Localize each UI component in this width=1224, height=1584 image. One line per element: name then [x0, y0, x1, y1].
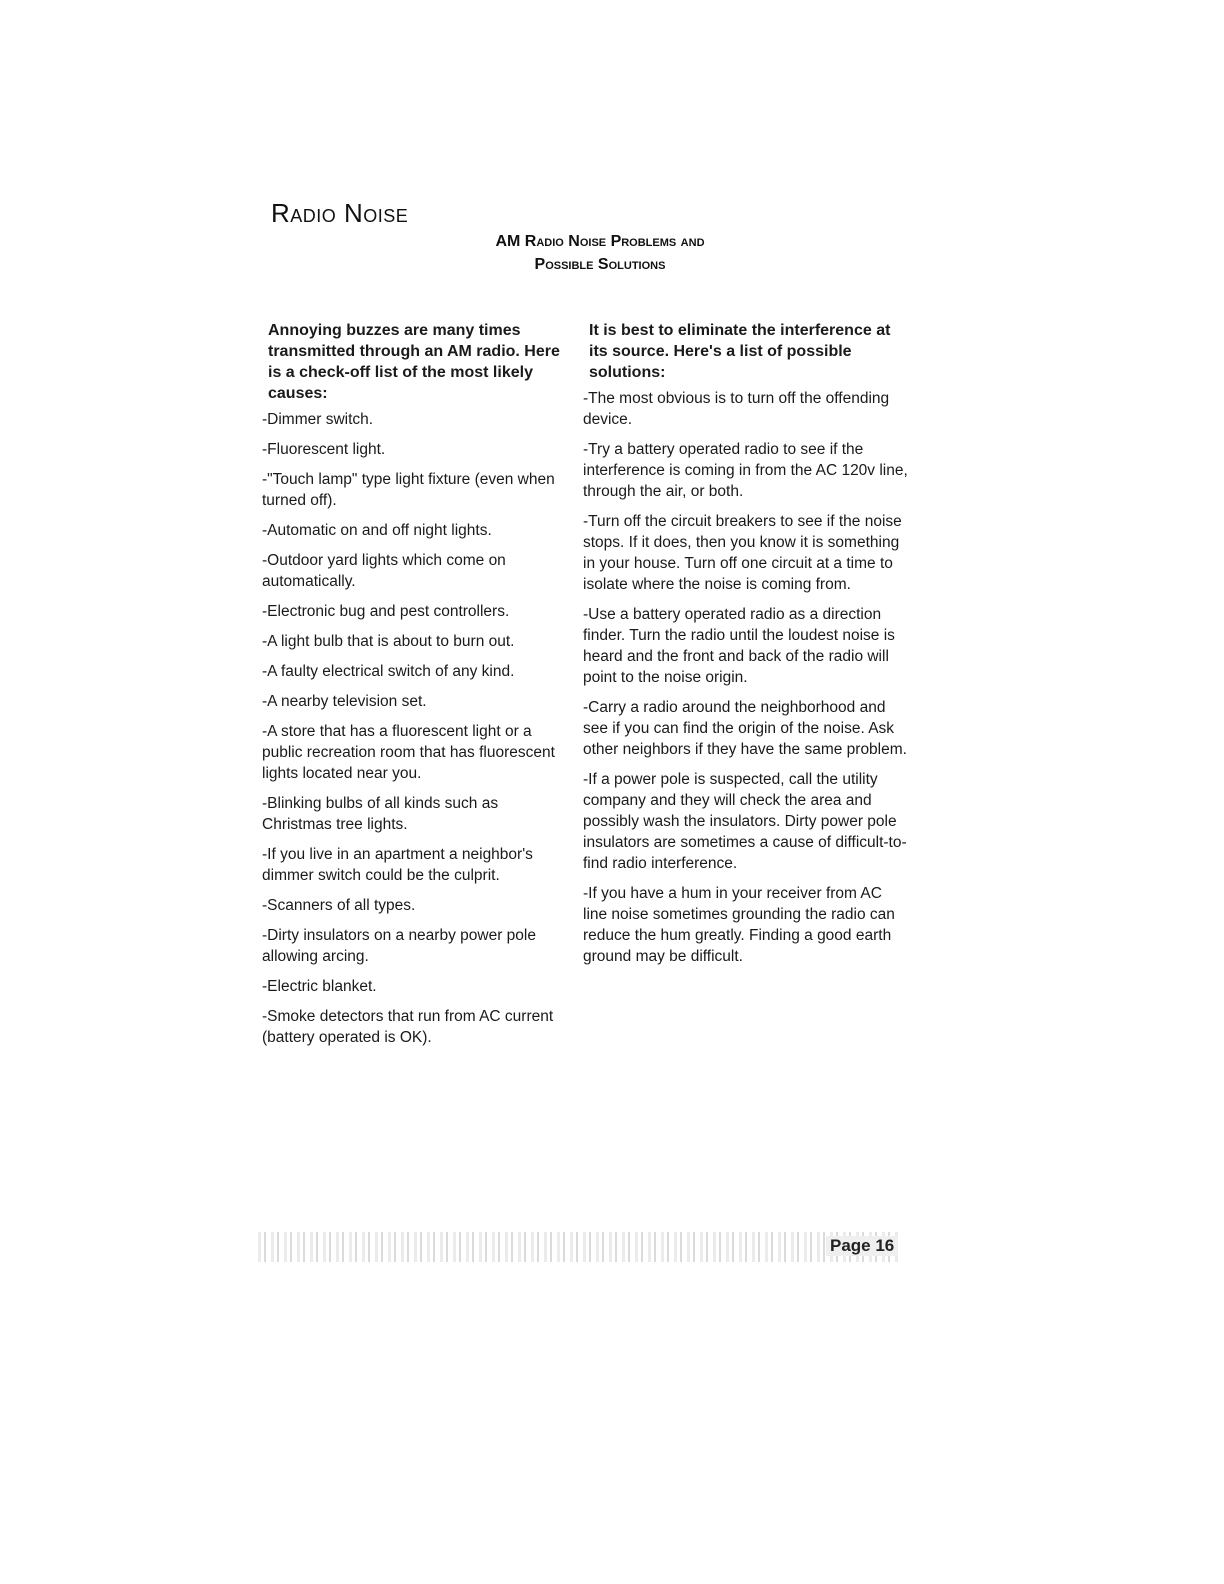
cause-item: -If you live in an apartment a neighbor's dimmer switch could be the culprit. [262, 846, 533, 884]
subtitle-line-2: Possible Solutions [534, 256, 666, 273]
solution-item: -If a power pole is suspected, call the utility company and they will check the area and possibly wash the insulators. Dirty power pole insulators are sometimes a cause of difficult-to-find radio interference. [583, 771, 907, 872]
cause-item: -A nearby television set. [262, 693, 427, 710]
footer-bar [258, 1232, 900, 1262]
cause-item: -Automatic on and off night lights. [262, 522, 492, 539]
solution-item: -Try a battery operated radio to see if the interference is coming in from the AC 120v line, through the air, or both. [583, 441, 908, 500]
cause-item: -A light bulb that is about to burn out. [262, 633, 515, 650]
cause-item: -Blinking bulbs of all kinds such as Christmas tree lights. [262, 795, 499, 833]
cause-item: -Scanners of all types. [262, 897, 416, 914]
subtitle-line-1: AM Radio Noise Problems and [495, 233, 705, 250]
cause-item: -Outdoor yard lights which come on automatically. [262, 552, 506, 590]
solutions-intro: It is best to eliminate the interference at its source. Here's a list of possible solutions: [589, 322, 891, 381]
page-title: Radio Noise [271, 198, 409, 228]
causes-intro: Annoying buzzes are many times transmitted through an AM radio. Here is a check-off list of the most likely causes: [268, 322, 560, 402]
cause-item: -A faulty electrical switch of any kind. [262, 663, 515, 680]
cause-item: -Dimmer switch. [262, 411, 374, 428]
cause-item: -Fluorescent light. [262, 441, 386, 458]
solution-item: -Carry a radio around the neighborhood and see if you can find the origin of the noise. Ask other neighbors if they have the same problem. [583, 699, 907, 758]
solutions-column [583, 320, 908, 976]
cause-item: -Electronic bug and pest controllers. [262, 603, 510, 620]
cause-item: -Smoke detectors that run from AC current (battery operated is OK). [262, 1008, 554, 1046]
solution-item: -Use a battery operated radio as a direction finder. Turn the radio until the loudest noise is heard and the front and back of the radio will point to the noise origin. [583, 606, 895, 686]
causes-column [262, 320, 572, 1057]
cause-item: -"Touch lamp" type light fixture (even when turned off). [262, 471, 555, 509]
page-number: Page 16 [826, 1236, 898, 1256]
subtitle [400, 230, 800, 276]
solution-item: -If you have a hum in your receiver from AC line noise sometimes grounding the radio can reduce the hum greatly. Finding a good earth ground may be difficult. [583, 885, 895, 965]
cause-item: -Dirty insulators on a nearby power pole allowing arcing. [262, 927, 536, 965]
cause-item: -A store that has a fluorescent light or a public recreation room that has fluorescent lights located near you. [262, 723, 555, 782]
cause-item: -Electric blanket. [262, 978, 377, 995]
solution-item: -The most obvious is to turn off the offending device. [583, 390, 890, 428]
solution-item: -Turn off the circuit breakers to see if the noise stops. If it does, then you know it is something in your house. Turn off one circuit at a time to isolate where the noise is coming from. [583, 513, 902, 593]
